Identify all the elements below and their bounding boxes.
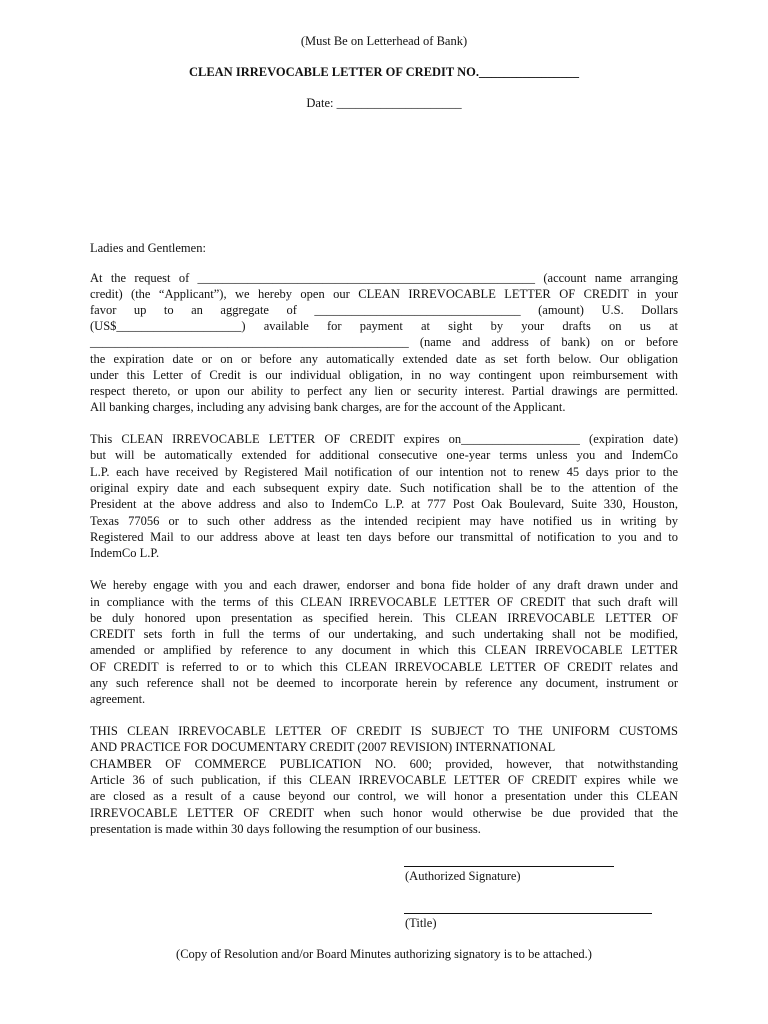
paragraph-line: ___________________________________________________ (name and address of bank) on or before (90, 335, 678, 349)
paragraph-line: IRREVOCABLE LETTER OF CREDIT when such honor would otherwise be due provided that the (90, 806, 678, 820)
authorized-signature-line (404, 866, 614, 867)
paragraph-line: CHAMBER OF COMMERCE PUBLICATION NO. 600; provided, however, that notwithstanding (90, 757, 678, 771)
paragraph-line: favor up to an aggregate of _________________________________ (amount) U.S. Dollars (90, 303, 678, 317)
title-line (404, 913, 652, 914)
paragraph-line: agreement. (90, 692, 146, 706)
paragraph-line: credit) (the “Applicant”), we hereby open our CLEAN IRREVOCABLE LETTER OF CREDIT in your (90, 287, 678, 301)
paragraph-line: AND PRACTICE FOR DOCUMENTARY CREDIT (2007 REVISION) INTERNATIONAL (90, 740, 556, 754)
paragraph-line: be duly honored upon presentation as specified herein. This CLEAN IRREVOCABLE LETTER OF (90, 611, 678, 625)
paragraph-line: amended or amplified by reference to any document in which this CLEAN IRREVOCABLE LETTER (90, 643, 678, 657)
paragraph-line: respect thereto, or upon our ability to perfect any lien or security interest. Partial drawings are permitted. (90, 384, 678, 398)
paragraph-line: We hereby engage with you and each drawer, endorser and bona fide holder of any draft drawn under and (90, 578, 678, 592)
document-title: CLEAN IRREVOCABLE LETTER OF CREDIT NO.________________ (188, 65, 580, 79)
title-label: (Title) (405, 916, 437, 930)
authorized-signature-label: (Authorized Signature) (405, 869, 521, 883)
paragraph-line: CREDIT sets forth in full the terms of our undertaking, and such undertaking shall not be modified, (90, 627, 678, 641)
paragraph-line: original expiry date and each subsequent expiry date. Such notification shall be to the attention of the (90, 481, 678, 495)
paragraph-line: are closed as a result of a cause beyond our control, we will honor a presentation under this CLEAN (90, 789, 678, 803)
letterhead-note: (Must Be on Letterhead of Bank) (300, 34, 468, 48)
paragraph-line: the expiration date or on or before any automatically extended date as set forth below. Our obligation (90, 352, 678, 366)
date-line: Date: ____________________ (306, 96, 462, 110)
paragraph-line: presentation is made within 30 days following the resumption of our business. (90, 822, 481, 836)
paragraph-line: Article 36 of such publication, if this CLEAN IRREVOCABLE LETTER OF CREDIT expires while we (90, 773, 678, 787)
paragraph-line: President at the above address and also to IndemCo L.P. at 777 Post Oak Boulevard, Suite 330, Houston, (90, 497, 678, 511)
paragraph-line: At the request of ______________________________________________________ (account name arranging (90, 271, 678, 285)
paragraph-line: Texas 77056 or to such other address as the intended recipient may have notified us in writing by (90, 514, 678, 528)
paragraph-line: IndemCo L.P. (90, 546, 160, 560)
salutation: Ladies and Gentlemen: (90, 241, 206, 255)
paragraph-line: but will be automatically extended for additional consecutive one-year terms unless you and IndemCo (90, 448, 678, 462)
paragraph-line: L.P. each have received by Registered Mail notification of our intention not to renew 45 days prior to the (90, 465, 678, 479)
paragraph-line: Registered Mail to our address above at least ten days before our transmittal of notification to you and to (90, 530, 678, 544)
paragraph-line: (US$____________________) available for payment at sight by your drafts on us at (90, 319, 678, 333)
paragraph-line: under this Letter of Credit is our individual obligation, in no way contingent upon reimbursement with (90, 368, 678, 382)
paragraph-line: in compliance with the terms of this CLEAN IRREVOCABLE LETTER OF CREDIT that such draft will (90, 595, 678, 609)
paragraph-line: All banking charges, including any advising bank charges, are for the account of the Applicant. (90, 400, 566, 414)
paragraph-line: any such reference shall not be deemed to incorporate herein by reference any document, instrument or (90, 676, 678, 690)
paragraph-line: This CLEAN IRREVOCABLE LETTER OF CREDIT expires on___________________ (expiration date) (90, 432, 678, 446)
footer-note: (Copy of Resolution and/or Board Minutes authorizing signatory is to be attached.) (176, 947, 592, 961)
paragraph-line: OF CREDIT is referred to or to which this CLEAN IRREVOCABLE LETTER OF CREDIT relates and (90, 660, 678, 674)
paragraph-line: THIS CLEAN IRREVOCABLE LETTER OF CREDIT IS SUBJECT TO THE UNIFORM CUSTOMS (90, 724, 678, 738)
